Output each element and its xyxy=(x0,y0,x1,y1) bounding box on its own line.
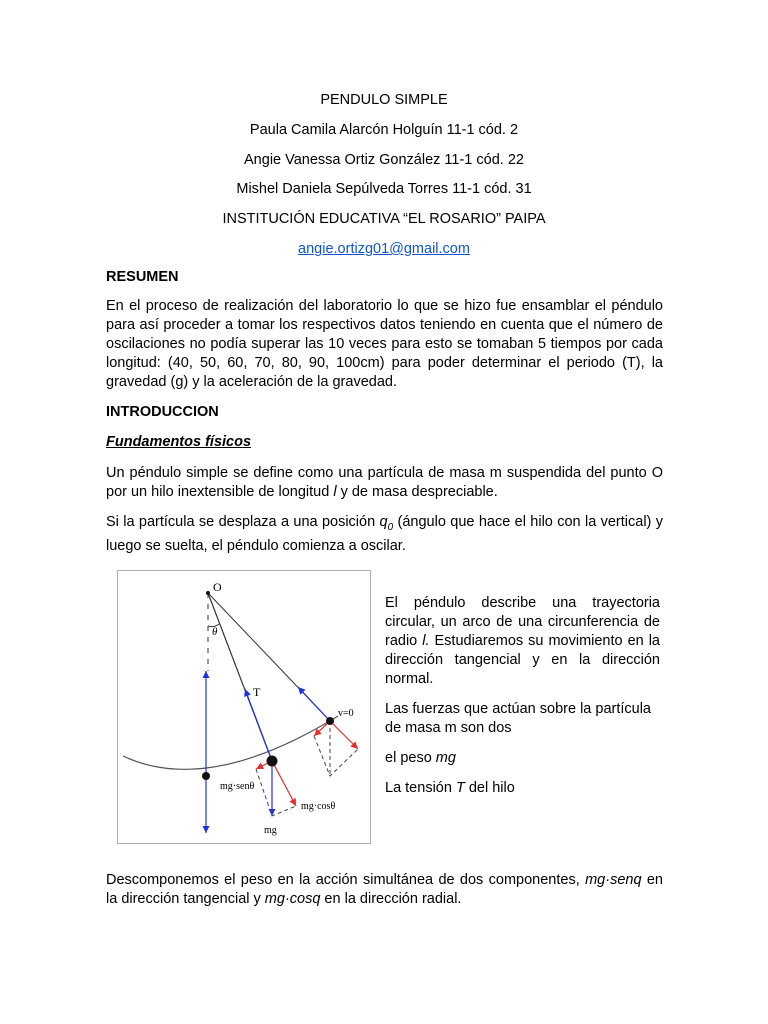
side-paragraph-2: Las fuerzas que actúan sobre la partícula de masa m son dos xyxy=(385,701,651,736)
resumen-text: En el proceso de realización del laboratorio lo que se hizo fue ensamblar el péndulo para así proceder a tomar los respectivos datos teniendo en cuenta que el número de oscilaciones no podía superar las 10 veces para esto se tomaban 5 tiempos por cada longitud: (40, 50, 60, 70, 80, 90, 100cm) para poder determinar el periodo (T), la gravedad (g) y la aceleración de la gravedad. xyxy=(106,298,663,390)
label-o: O xyxy=(213,580,222,594)
label-v0: v=0 xyxy=(338,708,354,719)
resumen-heading: RESUMEN xyxy=(106,269,179,285)
label-mgcos: mg·cosθ xyxy=(301,801,336,812)
author-2: Angie Vanessa Ortiz González 11-1 cód. 22 xyxy=(244,152,524,168)
label-mg: mg xyxy=(264,825,277,836)
paper-title: PENDULO SIMPLE xyxy=(320,92,448,108)
side-paragraph-3: el peso mg xyxy=(385,750,456,766)
label-theta: θ xyxy=(212,626,218,638)
fundamentos-subheading: Fundamentos físicos xyxy=(106,434,252,450)
mass xyxy=(267,756,278,767)
author-1: Paula Camila Alarcón Holguín 11-1 cód. 2 xyxy=(249,122,519,138)
intro-paragraph-1: Un péndulo simple se define como una partícula de masa m suspendida del punto O por un hilo inextensible de longitud l y de masa despreciable. xyxy=(106,465,663,500)
side-paragraph-1: El péndulo describe una trayectoria circular, un arco de una circunferencia de radio l. Estudiaremos su movimiento en la dirección tangencial y en la dirección normal. xyxy=(385,595,660,687)
mass-bottom xyxy=(202,772,210,780)
pendulum-diagram xyxy=(118,571,370,843)
email-link[interactable]: angie.ortizg01@gmail.com xyxy=(298,241,470,257)
email-line xyxy=(0,240,768,258)
intro-paragraph-2: Si la partícula se desplaza a una posición $q_0$ (ángulo que hace el hilo con la vertical) y luego se suelta, el péndulo comienza a oscilar. xyxy=(106,514,663,554)
radial-component-extreme xyxy=(330,721,358,749)
arc-trajectory xyxy=(123,716,338,769)
author-3: Mishel Daniela Sepúlveda Torres 11-1 cód. 31 xyxy=(236,181,532,197)
pivot-point xyxy=(206,591,210,595)
side-paragraph-4: La tensión T del hilo xyxy=(385,780,515,796)
institution: INSTITUCIÓN EDUCATIVA “EL ROSARIO” PAIPA xyxy=(222,211,546,227)
radial-component xyxy=(272,761,296,806)
label-t: T xyxy=(253,685,261,699)
mass-extreme xyxy=(326,717,334,725)
pendulum-figure xyxy=(117,570,371,844)
introduccion-heading: INTRODUCCION xyxy=(106,404,219,420)
tension-arrow xyxy=(245,689,272,761)
final-paragraph: Descomponemos el peso en la acción simultánea de dos componentes, mg·senq en la dirección tangencial y mg·cosq en la dirección radial. xyxy=(106,872,663,907)
tension-arrow-extreme xyxy=(298,687,330,721)
force-parallelogram xyxy=(256,769,296,816)
label-mgsen: mg·senθ xyxy=(220,781,255,792)
